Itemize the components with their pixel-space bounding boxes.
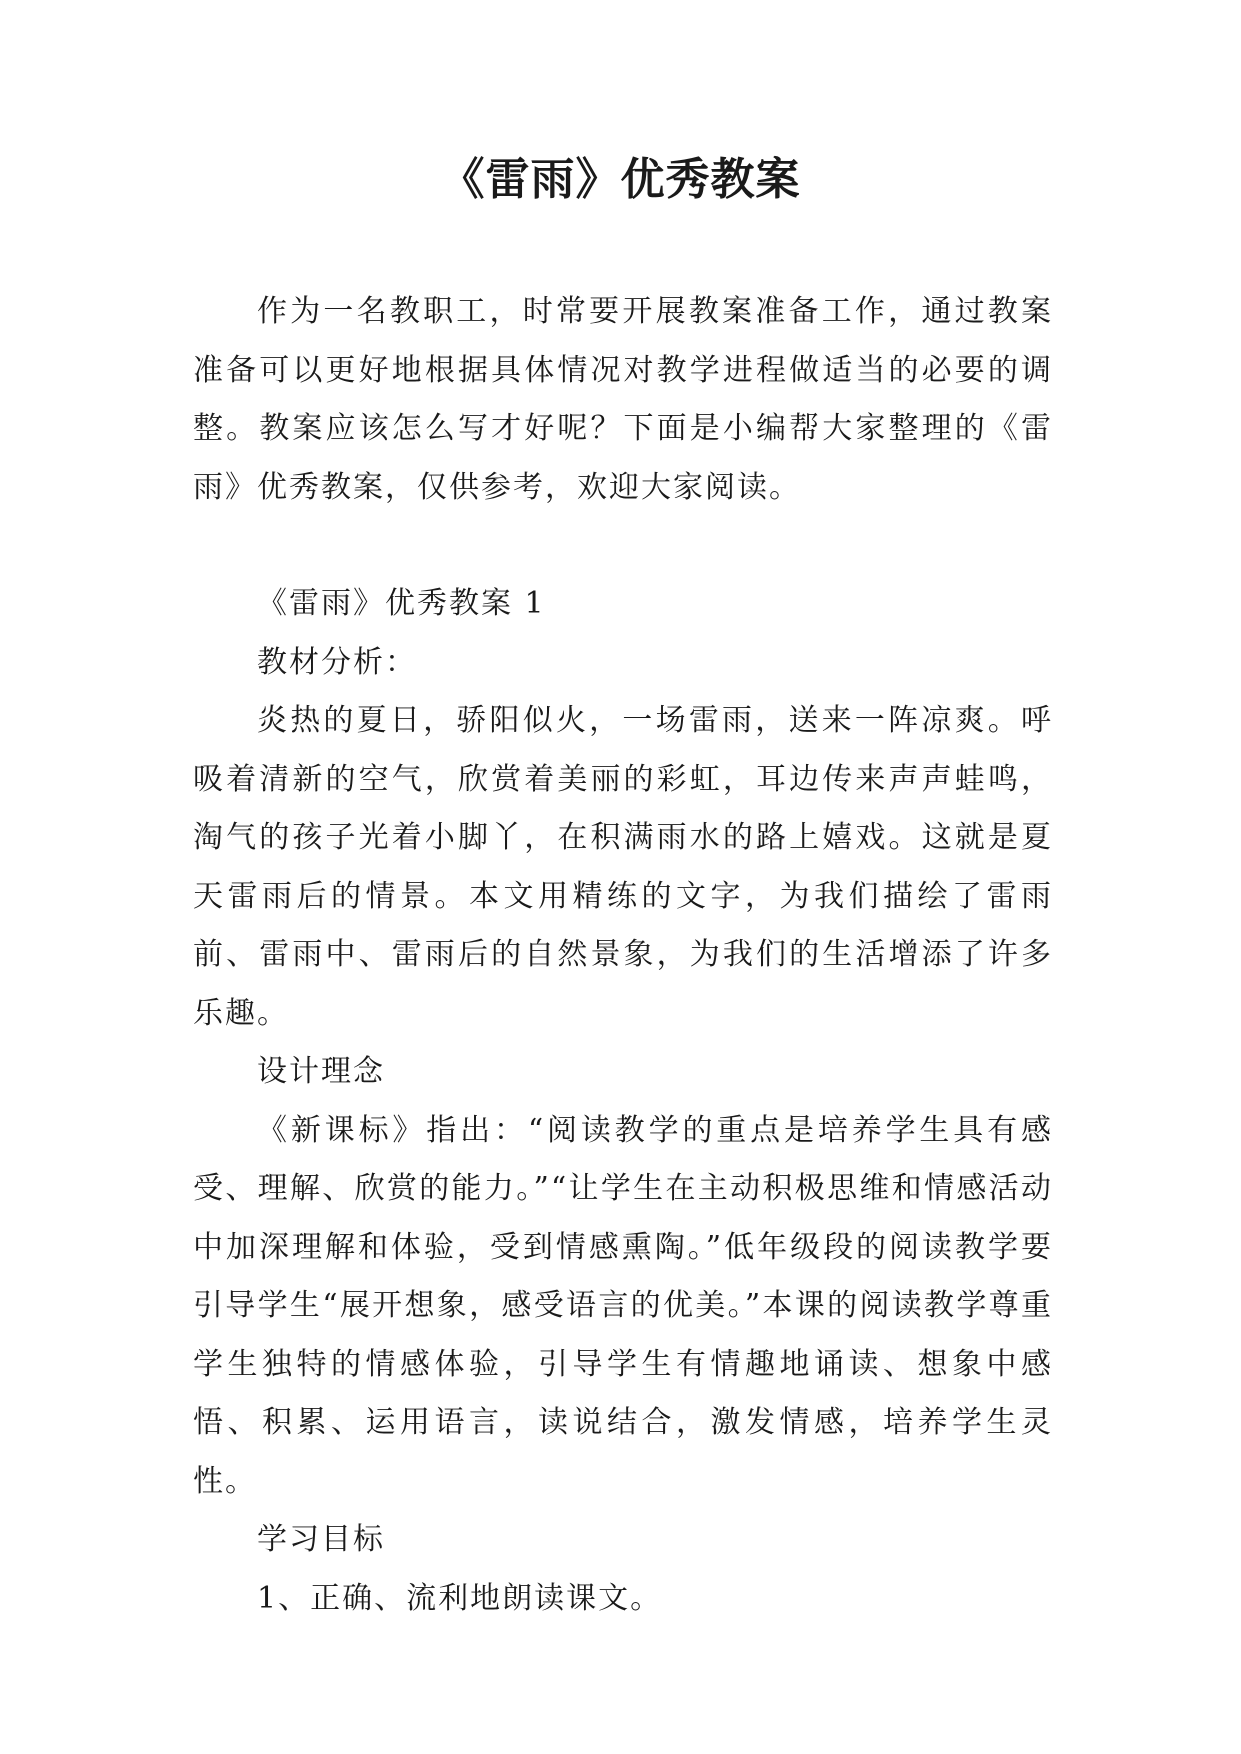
document-body (193, 283, 1053, 1628)
document-title: 《雷雨》优秀教案 (440, 154, 801, 205)
learning-goal-item: 1、正确、流利地朗读课文。 (257, 1580, 663, 1616)
design-concept-paragraph: 《新课标》指出：“阅读教学的重点是培养学生具有感受、理解、欣赏的能力。”“让学生在主动积极思维和情感活动中加深理解和体验，受到情感熏陶。”低年级段的阅读教学要引导学生“展开想象，感受语言的优美。”本课的阅读教学尊重学生独特的情感体验，引导学生有情趣地诵读、想象中感悟、积累、运用语言，读说结合，激发情感，培养学生灵性。 (193, 1112, 1053, 1499)
design-concept-heading: 设计理念 (257, 1054, 385, 1089)
paragraph-spacer (193, 517, 1053, 575)
section-title: 《雷雨》优秀教案 1 (257, 586, 546, 621)
material-analysis-heading: 教材分析： (257, 644, 417, 680)
learning-goals-heading: 学习目标 (257, 1522, 385, 1557)
material-analysis-paragraph: 炎热的夏日，骄阳似火，一场雷雨，送来一阵凉爽。呼吸着清新的空气，欣赏着美丽的彩虹，耳边传来声声蛙鸣，淘气的孩子光着小脚丫，在积满雨水的路上嬉戏。这就是夏天雷雨后的情景。本文用精练的文字，为我们描绘了雷雨前、雷雨中、雷雨后的自然景象，为我们的生活增添了许多乐趣。 (193, 703, 1053, 1031)
intro-paragraph: 作为一名教职工，时常要开展教案准备工作，通过教案准备可以更好地根据具体情况对教学进程做适当的必要的调整。教案应该怎么写才好呢？下面是小编帮大家整理的《雷雨》优秀教案，仅供参考，欢迎大家阅读。 (193, 294, 1053, 505)
